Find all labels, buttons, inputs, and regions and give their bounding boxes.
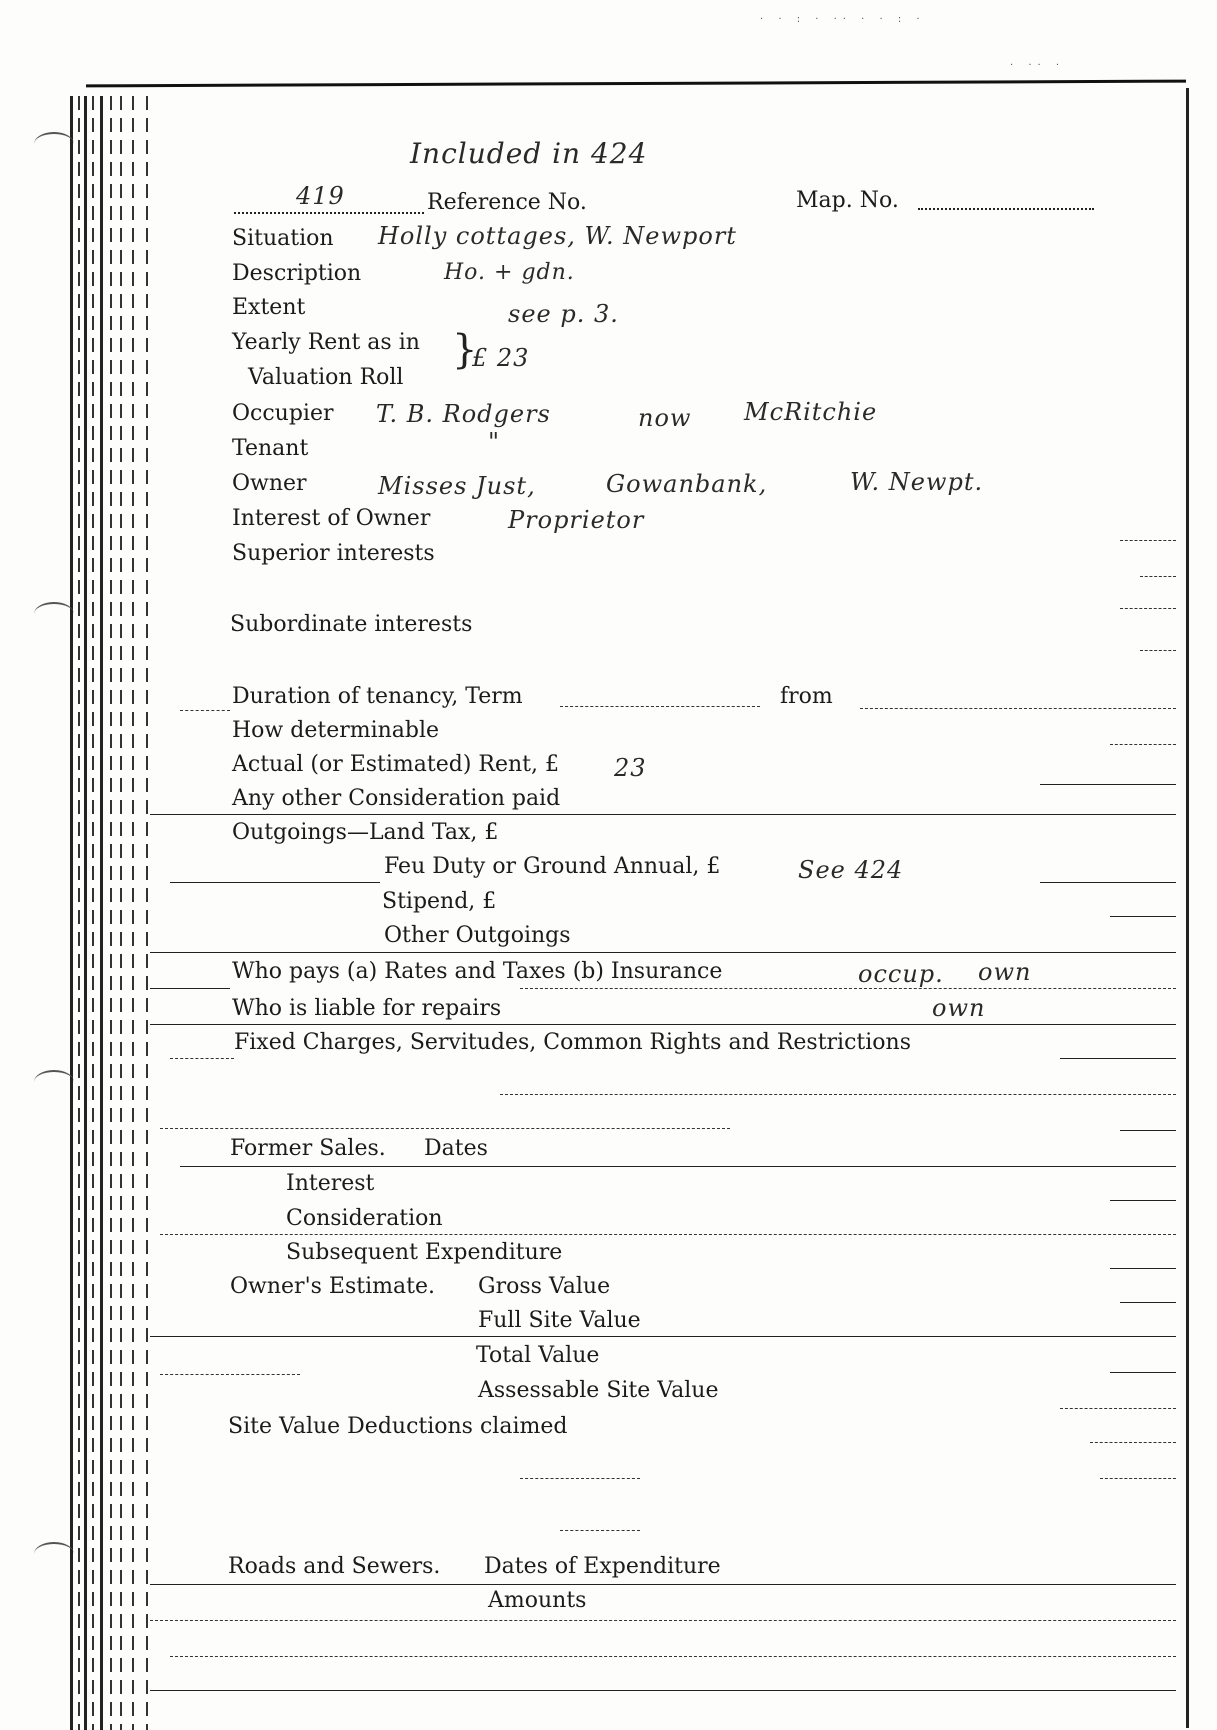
punch-hole-icon xyxy=(34,132,74,156)
row-rule xyxy=(160,1128,730,1130)
section-rule xyxy=(150,952,1176,954)
section-rule xyxy=(150,1584,1176,1586)
site-value-deductions-label: Site Value Deductions claimed xyxy=(228,1414,568,1439)
gross-value-label: Gross Value xyxy=(478,1274,611,1299)
description-label: Description xyxy=(232,261,362,286)
reference-number-value: 419 xyxy=(296,182,345,210)
extent-label: Extent xyxy=(232,295,306,320)
row-rule xyxy=(560,1530,640,1532)
other-outgoings-label: Other Outgoings xyxy=(384,923,571,948)
how-determinable-label: How determinable xyxy=(232,718,440,743)
margin-rule xyxy=(1110,1268,1176,1270)
margin-rule xyxy=(1110,1372,1176,1374)
row-rule xyxy=(170,1656,1176,1658)
margin-rule xyxy=(1100,1478,1176,1480)
row-rule xyxy=(160,1374,300,1376)
former-sales-dates-label: Dates xyxy=(424,1136,488,1161)
owner-label: Owner xyxy=(232,471,307,496)
scan-noise: · ·· · xyxy=(1010,60,1066,71)
tenant-value: " xyxy=(488,428,501,456)
amounts-label: Amounts xyxy=(488,1588,587,1613)
margin-rule xyxy=(1120,608,1176,610)
page-right-edge xyxy=(1186,88,1189,1728)
tenant-label: Tenant xyxy=(232,436,309,461)
assessable-site-value-label: Assessable Site Value xyxy=(478,1378,719,1403)
row-rule xyxy=(150,1620,1176,1622)
subsequent-expenditure-label: Subsequent Expenditure xyxy=(286,1240,563,1265)
punch-hole-icon xyxy=(34,1070,74,1094)
margin-rule xyxy=(1110,744,1176,746)
repairs-value: own xyxy=(932,994,986,1022)
superior-interests-label: Superior interests xyxy=(232,541,435,566)
subordinate-interests-label: Subordinate interests xyxy=(230,612,473,637)
stipend-label: Stipend, £ xyxy=(382,889,497,914)
from-dotted xyxy=(860,708,1176,710)
margin-rule xyxy=(1040,882,1176,884)
who-pays-label: Who pays (a) Rates and Taxes (b) Insurance xyxy=(232,959,723,984)
punch-hole-icon xyxy=(34,602,74,626)
row-rule xyxy=(170,882,380,884)
occupier-value-3: McRitchie xyxy=(744,398,878,426)
situation-label: Situation xyxy=(232,226,334,251)
margin-rule xyxy=(1140,576,1176,578)
section-rule xyxy=(150,1024,1176,1026)
binding-edge xyxy=(70,96,160,1730)
punch-hole-icon xyxy=(34,1542,74,1566)
margin-rule xyxy=(1040,784,1176,786)
yearly-rent-value: £ 23 xyxy=(472,344,530,372)
total-value-label: Total Value xyxy=(476,1343,600,1368)
extent-value: see p. 3. xyxy=(508,300,619,328)
row-rule xyxy=(170,1058,234,1060)
reference-label: Reference No. xyxy=(427,190,587,215)
row-rule xyxy=(520,988,1176,990)
duration-label: Duration of tenancy, Term xyxy=(232,684,523,709)
who-pays-insurance-value: own xyxy=(978,958,1032,986)
outgoings-land-tax-label: Outgoings—Land Tax, £ xyxy=(232,820,499,845)
feu-duty-value: See 424 xyxy=(798,856,904,884)
other-consideration-label: Any other Consideration paid xyxy=(232,786,561,811)
margin-rule xyxy=(1090,1442,1176,1444)
owner-value-1: Misses Just, xyxy=(378,472,536,500)
interest-label: Interest xyxy=(286,1171,375,1196)
margin-rule xyxy=(1110,916,1176,918)
brace-icon: } xyxy=(452,327,478,373)
page-top-edge xyxy=(86,80,1186,88)
row-rule xyxy=(160,1234,1176,1236)
actual-rent-value: 23 xyxy=(614,754,647,782)
feu-duty-label: Feu Duty or Ground Annual, £ xyxy=(384,854,721,879)
margin-rule xyxy=(1120,1130,1176,1132)
section-rule xyxy=(150,1336,1176,1338)
scan-noise: · · : · ·· · · : · xyxy=(760,14,926,25)
map-dotted-line xyxy=(918,208,1094,210)
row-rule xyxy=(180,710,230,712)
roads-sewers-label: Roads and Sewers. xyxy=(228,1554,441,1579)
section-rule xyxy=(180,1166,1176,1168)
repairs-label: Who is liable for repairs xyxy=(232,996,502,1021)
who-pays-rates-value: occup. xyxy=(858,960,944,988)
section-rule xyxy=(150,814,1176,816)
dates-of-expenditure-label: Dates of Expenditure xyxy=(484,1554,721,1579)
owner-value-2: Gowanbank, xyxy=(606,470,768,498)
full-site-value-label: Full Site Value xyxy=(478,1308,641,1333)
consideration-label: Consideration xyxy=(286,1206,443,1231)
duration-dotted xyxy=(560,706,760,708)
occupier-value-2: now xyxy=(638,404,692,432)
margin-rule xyxy=(1140,650,1176,652)
situation-value: Holly cottages, W. Newport xyxy=(378,222,737,250)
section-rule xyxy=(150,1690,1176,1692)
occupier-value-1: T. B. Rodgers xyxy=(376,400,551,428)
margin-rule xyxy=(1110,1200,1176,1202)
margin-rule xyxy=(1060,1408,1176,1410)
former-sales-label: Former Sales. xyxy=(230,1136,386,1161)
actual-rent-label: Actual (or Estimated) Rent, £ xyxy=(232,752,560,777)
included-note: Included in 424 xyxy=(410,137,648,170)
yearly-rent-label-2: Valuation Roll xyxy=(248,365,404,390)
reference-dotted-line xyxy=(234,212,424,214)
from-label: from xyxy=(780,684,833,709)
fixed-charges-label: Fixed Charges, Servitudes, Common Rights and Restrictions xyxy=(234,1030,911,1055)
yearly-rent-label-1: Yearly Rent as in xyxy=(232,330,420,355)
row-rule xyxy=(520,1478,640,1480)
interest-of-owner-label: Interest of Owner xyxy=(232,506,431,531)
owner-value-3: W. Newpt. xyxy=(850,468,984,496)
occupier-label: Occupier xyxy=(232,401,334,426)
interest-of-owner-value: Proprietor xyxy=(508,506,645,534)
margin-rule xyxy=(1120,540,1176,542)
margin-rule xyxy=(1060,1058,1176,1060)
row-rule xyxy=(500,1094,1176,1096)
description-value: Ho. + gdn. xyxy=(444,260,575,285)
row-rule xyxy=(150,988,230,990)
map-label: Map. No. xyxy=(796,188,899,213)
owners-estimate-label: Owner's Estimate. xyxy=(230,1274,435,1299)
margin-rule xyxy=(1120,1302,1176,1304)
